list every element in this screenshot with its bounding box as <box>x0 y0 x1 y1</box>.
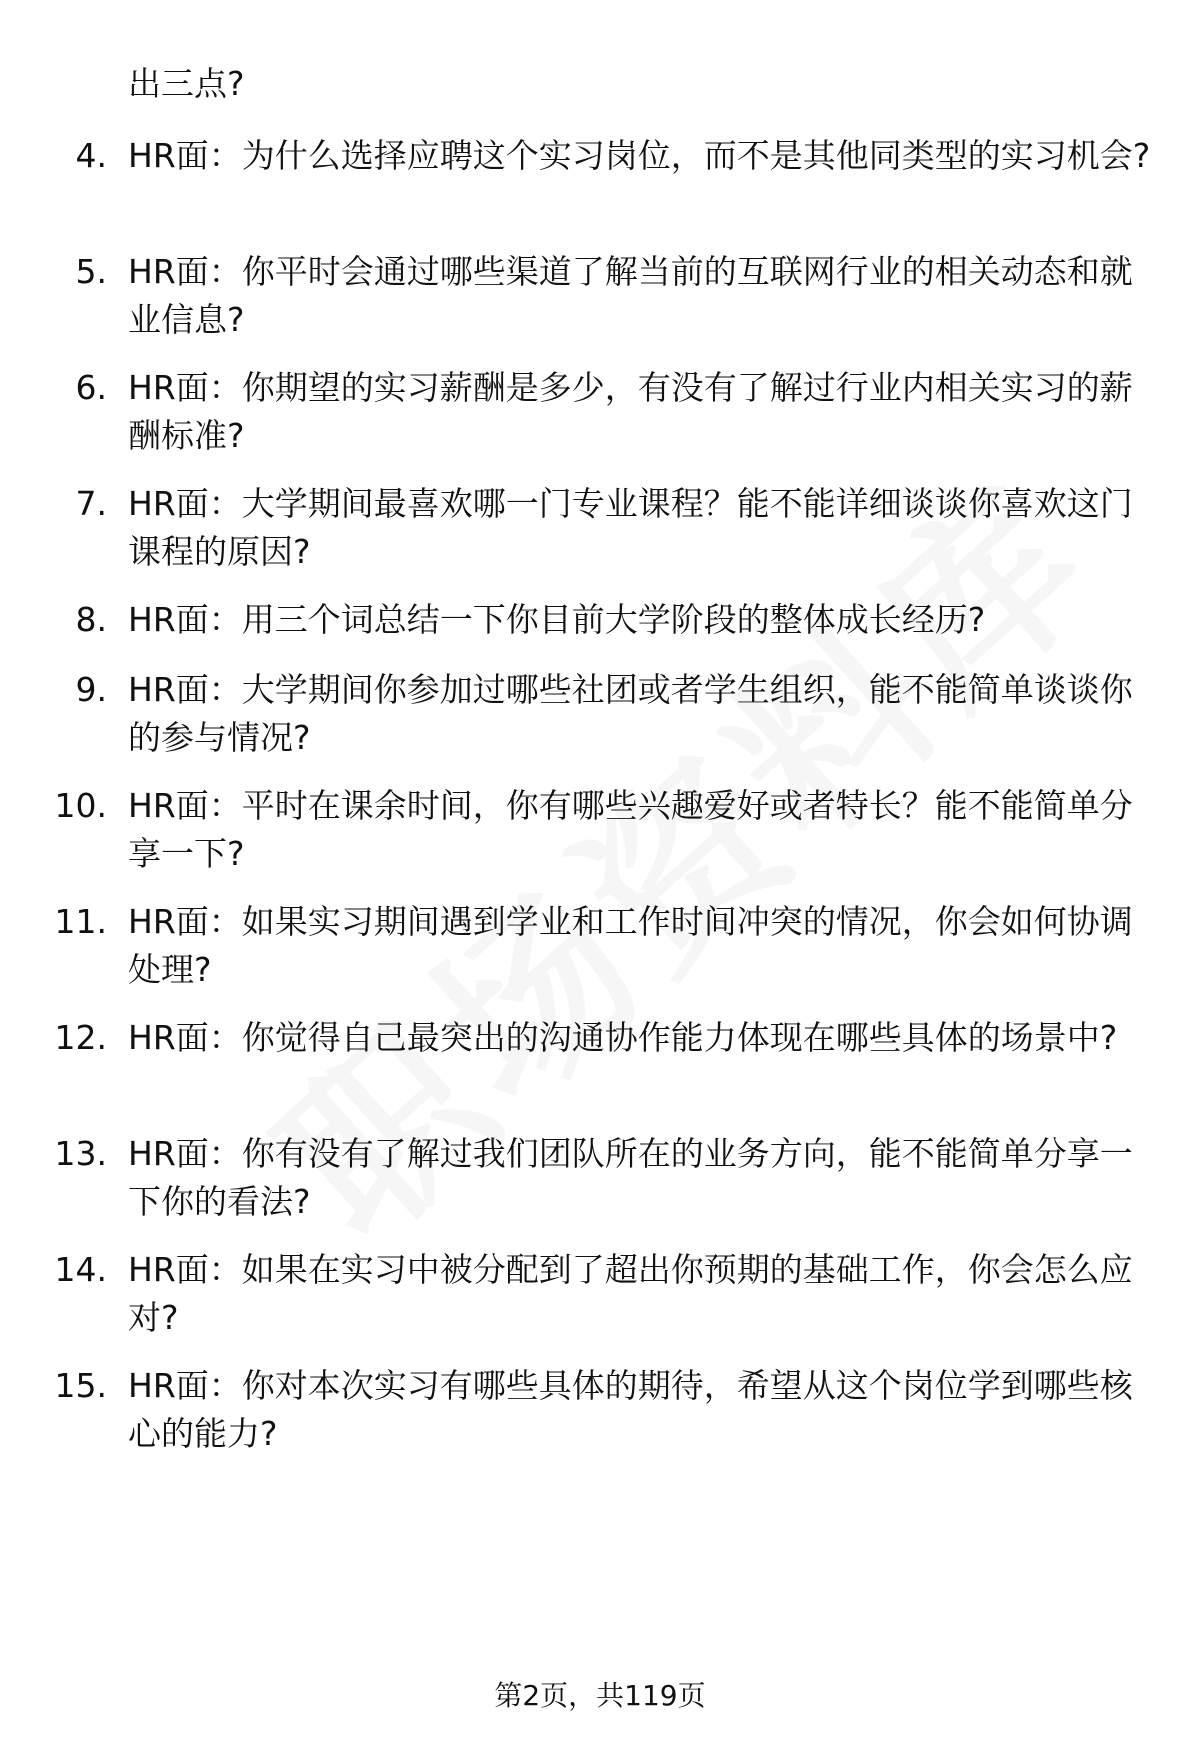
item-number: 7. <box>75 484 107 523</box>
item-text: HR面：你平时会通过哪些渠道了解当前的互联网行业的相关动态和就业信息? <box>128 252 1133 339</box>
item-text: HR面：用三个词总结一下你目前大学阶段的整体成长经历? <box>128 600 986 639</box>
page-footer: 第2页，共119页 <box>494 1679 706 1712</box>
item-text: HR面：大学期间最喜欢哪一门专业课程？能不能详细谈谈你喜欢这门课程的原因? <box>128 484 1133 571</box>
item-number: 4. <box>75 136 107 175</box>
item-text: HR面：如果在实习中被分配到了超出你预期的基础工作，你会怎么应对? <box>128 1250 1133 1337</box>
item-number: 15. <box>54 1366 107 1405</box>
item-number: 8. <box>75 600 107 639</box>
item-number: 9. <box>75 670 107 709</box>
item-text: HR面：平时在课余时间，你有哪些兴趣爱好或者特长？能不能简单分享一下? <box>128 786 1133 873</box>
item-number: 12. <box>54 1018 107 1057</box>
item-number: 5. <box>75 252 107 291</box>
item-number: 6. <box>75 368 107 407</box>
item-text: HR面：你对本次实习有哪些具体的期待，希望从这个岗位学到哪些核心的能力? <box>128 1366 1133 1453</box>
item-text: HR面：你期望的实习薪酬是多少，有没有了解过行业内相关实习的薪酬标准? <box>128 368 1133 455</box>
item-number: 14. <box>54 1250 107 1289</box>
item-text: HR面：如果实习期间遇到学业和工作时间冲突的情况，你会如何协调处理? <box>128 902 1133 989</box>
item-text: HR面：你觉得自己最突出的沟通协作能力体现在哪些具体的场景中? <box>128 1018 1118 1057</box>
item-number: 13. <box>54 1134 107 1173</box>
item-text: HR面：大学期间你参加过哪些社团或者学生组织，能不能简单谈谈你的参与情况? <box>128 670 1133 757</box>
item-text: HR面：你有没有了解过我们团队所在的业务方向，能不能简单分享一下你的看法? <box>128 1134 1133 1221</box>
item-number: 10. <box>54 786 107 825</box>
item-text: HR面：为什么选择应聘这个实习岗位，而不是其他同类型的实习机会? <box>128 136 1151 175</box>
item-number: 11. <box>54 902 107 941</box>
continued-question-text: 出三点? <box>128 64 245 103</box>
